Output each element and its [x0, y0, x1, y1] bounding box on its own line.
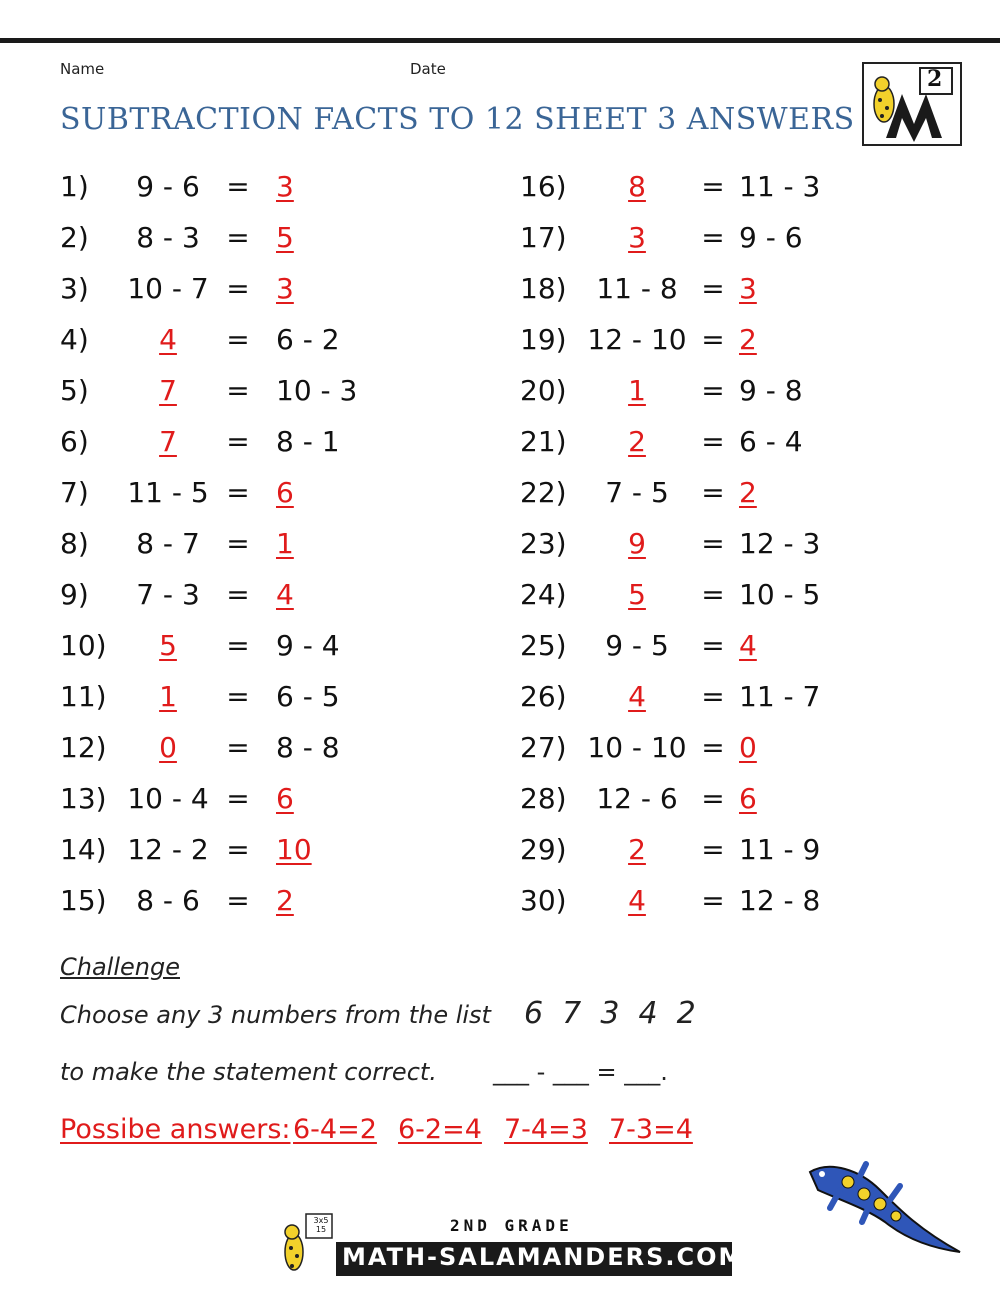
blue-salamander-icon — [800, 1160, 970, 1260]
problem-number: 21) — [520, 425, 567, 458]
equals-sign: = — [226, 323, 250, 356]
equals-sign: = — [701, 221, 725, 254]
problem-row — [520, 677, 940, 717]
challenge-numbers: 6 7 3 4 2 — [524, 996, 696, 1031]
problem-left-side: 8 — [628, 170, 646, 203]
problem-number: 7) — [60, 476, 89, 509]
problem-row — [60, 830, 480, 870]
problem-left-side: 10 - 4 — [127, 782, 209, 815]
equals-sign: = — [701, 782, 725, 815]
problem-right-side: 6 - 4 — [739, 425, 803, 458]
problem-right-side: 9 - 6 — [739, 221, 803, 254]
problem-number: 5) — [60, 374, 89, 407]
problem-row — [520, 626, 940, 666]
problem-left-side: 4 — [159, 323, 177, 356]
equals-sign: = — [226, 221, 250, 254]
problem-right-side: 8 - 8 — [276, 731, 340, 764]
challenge-heading: Challenge — [60, 953, 180, 981]
challenge-template: ___ - ___ = ___. — [493, 1058, 668, 1086]
problem-left-side: 9 - 5 — [605, 629, 669, 662]
problem-right-side: 8 - 1 — [276, 425, 340, 458]
problem-left-side: 8 - 6 — [136, 884, 200, 917]
possible-answer-3: 7-4=3 — [504, 1114, 588, 1145]
problem-row — [520, 728, 940, 768]
problem-row — [520, 830, 940, 870]
problem-row — [60, 677, 480, 717]
problem-left-side: 8 - 7 — [136, 527, 200, 560]
problem-row — [60, 473, 480, 513]
equals-sign: = — [226, 170, 250, 203]
equals-sign: = — [701, 578, 725, 611]
problem-right-side: 3 — [276, 272, 294, 305]
equals-sign: = — [226, 476, 250, 509]
problem-row — [60, 626, 480, 666]
problem-row — [520, 575, 940, 615]
problem-row — [520, 524, 940, 564]
problem-number: 28) — [520, 782, 567, 815]
problem-row — [60, 524, 480, 564]
problem-row — [60, 779, 480, 819]
equals-sign: = — [226, 425, 250, 458]
problem-row — [520, 269, 940, 309]
equals-sign: = — [701, 527, 725, 560]
page-title: SUBTRACTION FACTS TO 12 SHEET 3 ANSWERS — [60, 102, 855, 137]
problem-right-side: 12 - 8 — [739, 884, 821, 917]
problem-right-side: 6 — [276, 476, 294, 509]
footer-logo — [276, 1212, 745, 1282]
problem-row — [60, 575, 480, 615]
problem-number: 3) — [60, 272, 89, 305]
possible-answer-4: 7-3=4 — [609, 1114, 693, 1145]
problem-number: 30) — [520, 884, 567, 917]
problem-left-side: 9 — [628, 527, 646, 560]
equals-sign: = — [701, 476, 725, 509]
problem-number: 15) — [60, 884, 107, 917]
problem-right-side: 3 — [276, 170, 294, 203]
problem-number: 4) — [60, 323, 89, 356]
equals-sign: = — [701, 629, 725, 662]
problem-left-side: 11 - 5 — [127, 476, 209, 509]
problem-row — [60, 269, 480, 309]
problem-right-side: 0 — [739, 731, 757, 764]
problem-row — [60, 881, 480, 921]
problem-left-side: 7 - 5 — [605, 476, 669, 509]
equals-sign: = — [701, 425, 725, 458]
problem-right-side: 6 - 5 — [276, 680, 340, 713]
equals-sign: = — [701, 680, 725, 713]
equals-sign: = — [701, 374, 725, 407]
problem-row — [60, 218, 480, 258]
equals-sign: = — [701, 272, 725, 305]
problem-number: 16) — [520, 170, 567, 203]
equals-sign: = — [226, 731, 250, 764]
problem-row — [520, 167, 940, 207]
problem-right-side: 11 - 9 — [739, 833, 821, 866]
problem-right-side: 3 — [739, 272, 757, 305]
problem-row — [520, 779, 940, 819]
problem-left-side: 1 — [628, 374, 646, 407]
problem-left-side: 2 — [628, 833, 646, 866]
problem-number: 9) — [60, 578, 89, 611]
problem-right-side: 6 — [276, 782, 294, 815]
problem-number: 19) — [520, 323, 567, 356]
problem-number: 14) — [60, 833, 107, 866]
problem-row — [520, 371, 940, 411]
problem-right-side: 12 - 3 — [739, 527, 821, 560]
problem-number: 8) — [60, 527, 89, 560]
problem-row — [520, 881, 940, 921]
problem-right-side: 2 — [739, 476, 757, 509]
problem-number: 11) — [60, 680, 107, 713]
possible-answers-row — [60, 1114, 291, 1145]
problem-right-side: 10 - 5 — [739, 578, 821, 611]
problem-number: 22) — [520, 476, 567, 509]
problem-right-side: 1 — [276, 527, 294, 560]
problem-number: 26) — [520, 680, 567, 713]
date-label: Date — [410, 60, 446, 78]
grade-badge: 2 — [927, 66, 943, 92]
problem-row — [520, 218, 940, 258]
problem-left-side: 5 — [628, 578, 646, 611]
footer-grade: 2ND GRADE — [450, 1216, 573, 1235]
problem-number: 6) — [60, 425, 89, 458]
problem-right-side: 9 - 4 — [276, 629, 340, 662]
equals-sign: = — [701, 833, 725, 866]
problem-row — [60, 728, 480, 768]
problem-right-side: 6 — [739, 782, 757, 815]
problem-right-side: 5 — [276, 221, 294, 254]
problem-number: 25) — [520, 629, 567, 662]
possible-answer-2: 6-2=4 — [398, 1114, 482, 1145]
problem-right-side: 11 - 3 — [739, 170, 821, 203]
problem-left-side: 8 - 3 — [136, 221, 200, 254]
problem-number: 29) — [520, 833, 567, 866]
problem-number: 13) — [60, 782, 107, 815]
equals-sign: = — [226, 884, 250, 917]
problem-number: 20) — [520, 374, 567, 407]
problem-right-side: 10 — [276, 833, 312, 866]
problem-right-side: 6 - 2 — [276, 323, 340, 356]
problem-right-side: 2 — [276, 884, 294, 917]
equals-sign: = — [226, 578, 250, 611]
problem-row — [520, 320, 940, 360]
problem-left-side: 5 — [159, 629, 177, 662]
equals-sign: = — [226, 527, 250, 560]
problem-number: 27) — [520, 731, 567, 764]
equals-sign: = — [226, 374, 250, 407]
board-text: 3x5 15 — [313, 1216, 329, 1234]
problem-left-side: 0 — [159, 731, 177, 764]
problem-number: 23) — [520, 527, 567, 560]
problem-left-side: 9 - 6 — [136, 170, 200, 203]
equals-sign: = — [226, 782, 250, 815]
problem-left-side: 4 — [628, 884, 646, 917]
problem-row — [520, 473, 940, 513]
name-label: Name — [60, 60, 105, 78]
equals-sign: = — [226, 680, 250, 713]
challenge-line1: Choose any 3 numbers from the list — [60, 1001, 491, 1029]
problem-number: 24) — [520, 578, 567, 611]
problem-left-side: 7 — [159, 425, 177, 458]
problem-number: 10) — [60, 629, 107, 662]
problem-left-side: 12 - 10 — [587, 323, 687, 356]
problem-row — [60, 422, 480, 462]
problem-left-side: 1 — [159, 680, 177, 713]
grade-logo — [862, 62, 962, 146]
problem-number: 12) — [60, 731, 107, 764]
problem-right-side: 2 — [739, 323, 757, 356]
problem-left-side: 7 — [159, 374, 177, 407]
problem-row — [60, 167, 480, 207]
possible-answers-label: Possibe answers: — [60, 1114, 291, 1145]
problem-row — [60, 320, 480, 360]
problem-left-side: 10 - 7 — [127, 272, 209, 305]
problem-left-side: 4 — [628, 680, 646, 713]
problem-left-side: 12 - 2 — [127, 833, 209, 866]
equals-sign: = — [701, 884, 725, 917]
equals-sign: = — [226, 272, 250, 305]
problem-right-side: 10 - 3 — [276, 374, 358, 407]
top-rule — [0, 38, 1000, 43]
problem-right-side: 4 — [739, 629, 757, 662]
problem-left-side: 11 - 8 — [596, 272, 678, 305]
equals-sign: = — [226, 629, 250, 662]
problem-number: 17) — [520, 221, 567, 254]
problem-right-side: 9 - 8 — [739, 374, 803, 407]
problem-left-side: 10 - 10 — [587, 731, 687, 764]
equals-sign: = — [701, 323, 725, 356]
problem-left-side: 3 — [628, 221, 646, 254]
problem-number: 2) — [60, 221, 89, 254]
salamander-m-icon — [864, 64, 960, 144]
equals-sign: = — [226, 833, 250, 866]
problem-row — [520, 422, 940, 462]
problem-right-side: 11 - 7 — [739, 680, 821, 713]
challenge-line2: to make the statement correct. — [60, 1058, 437, 1086]
equals-sign: = — [701, 731, 725, 764]
problem-number: 18) — [520, 272, 567, 305]
problem-left-side: 2 — [628, 425, 646, 458]
problem-number: 1) — [60, 170, 89, 203]
possible-answer-1: 6-4=2 — [293, 1114, 377, 1145]
problem-right-side: 4 — [276, 578, 294, 611]
equals-sign: = — [701, 170, 725, 203]
footer-site: MATH-SALAMANDERS.COM — [342, 1243, 745, 1271]
problem-left-side: 7 - 3 — [136, 578, 200, 611]
problem-row — [60, 371, 480, 411]
problem-left-side: 12 - 6 — [596, 782, 678, 815]
